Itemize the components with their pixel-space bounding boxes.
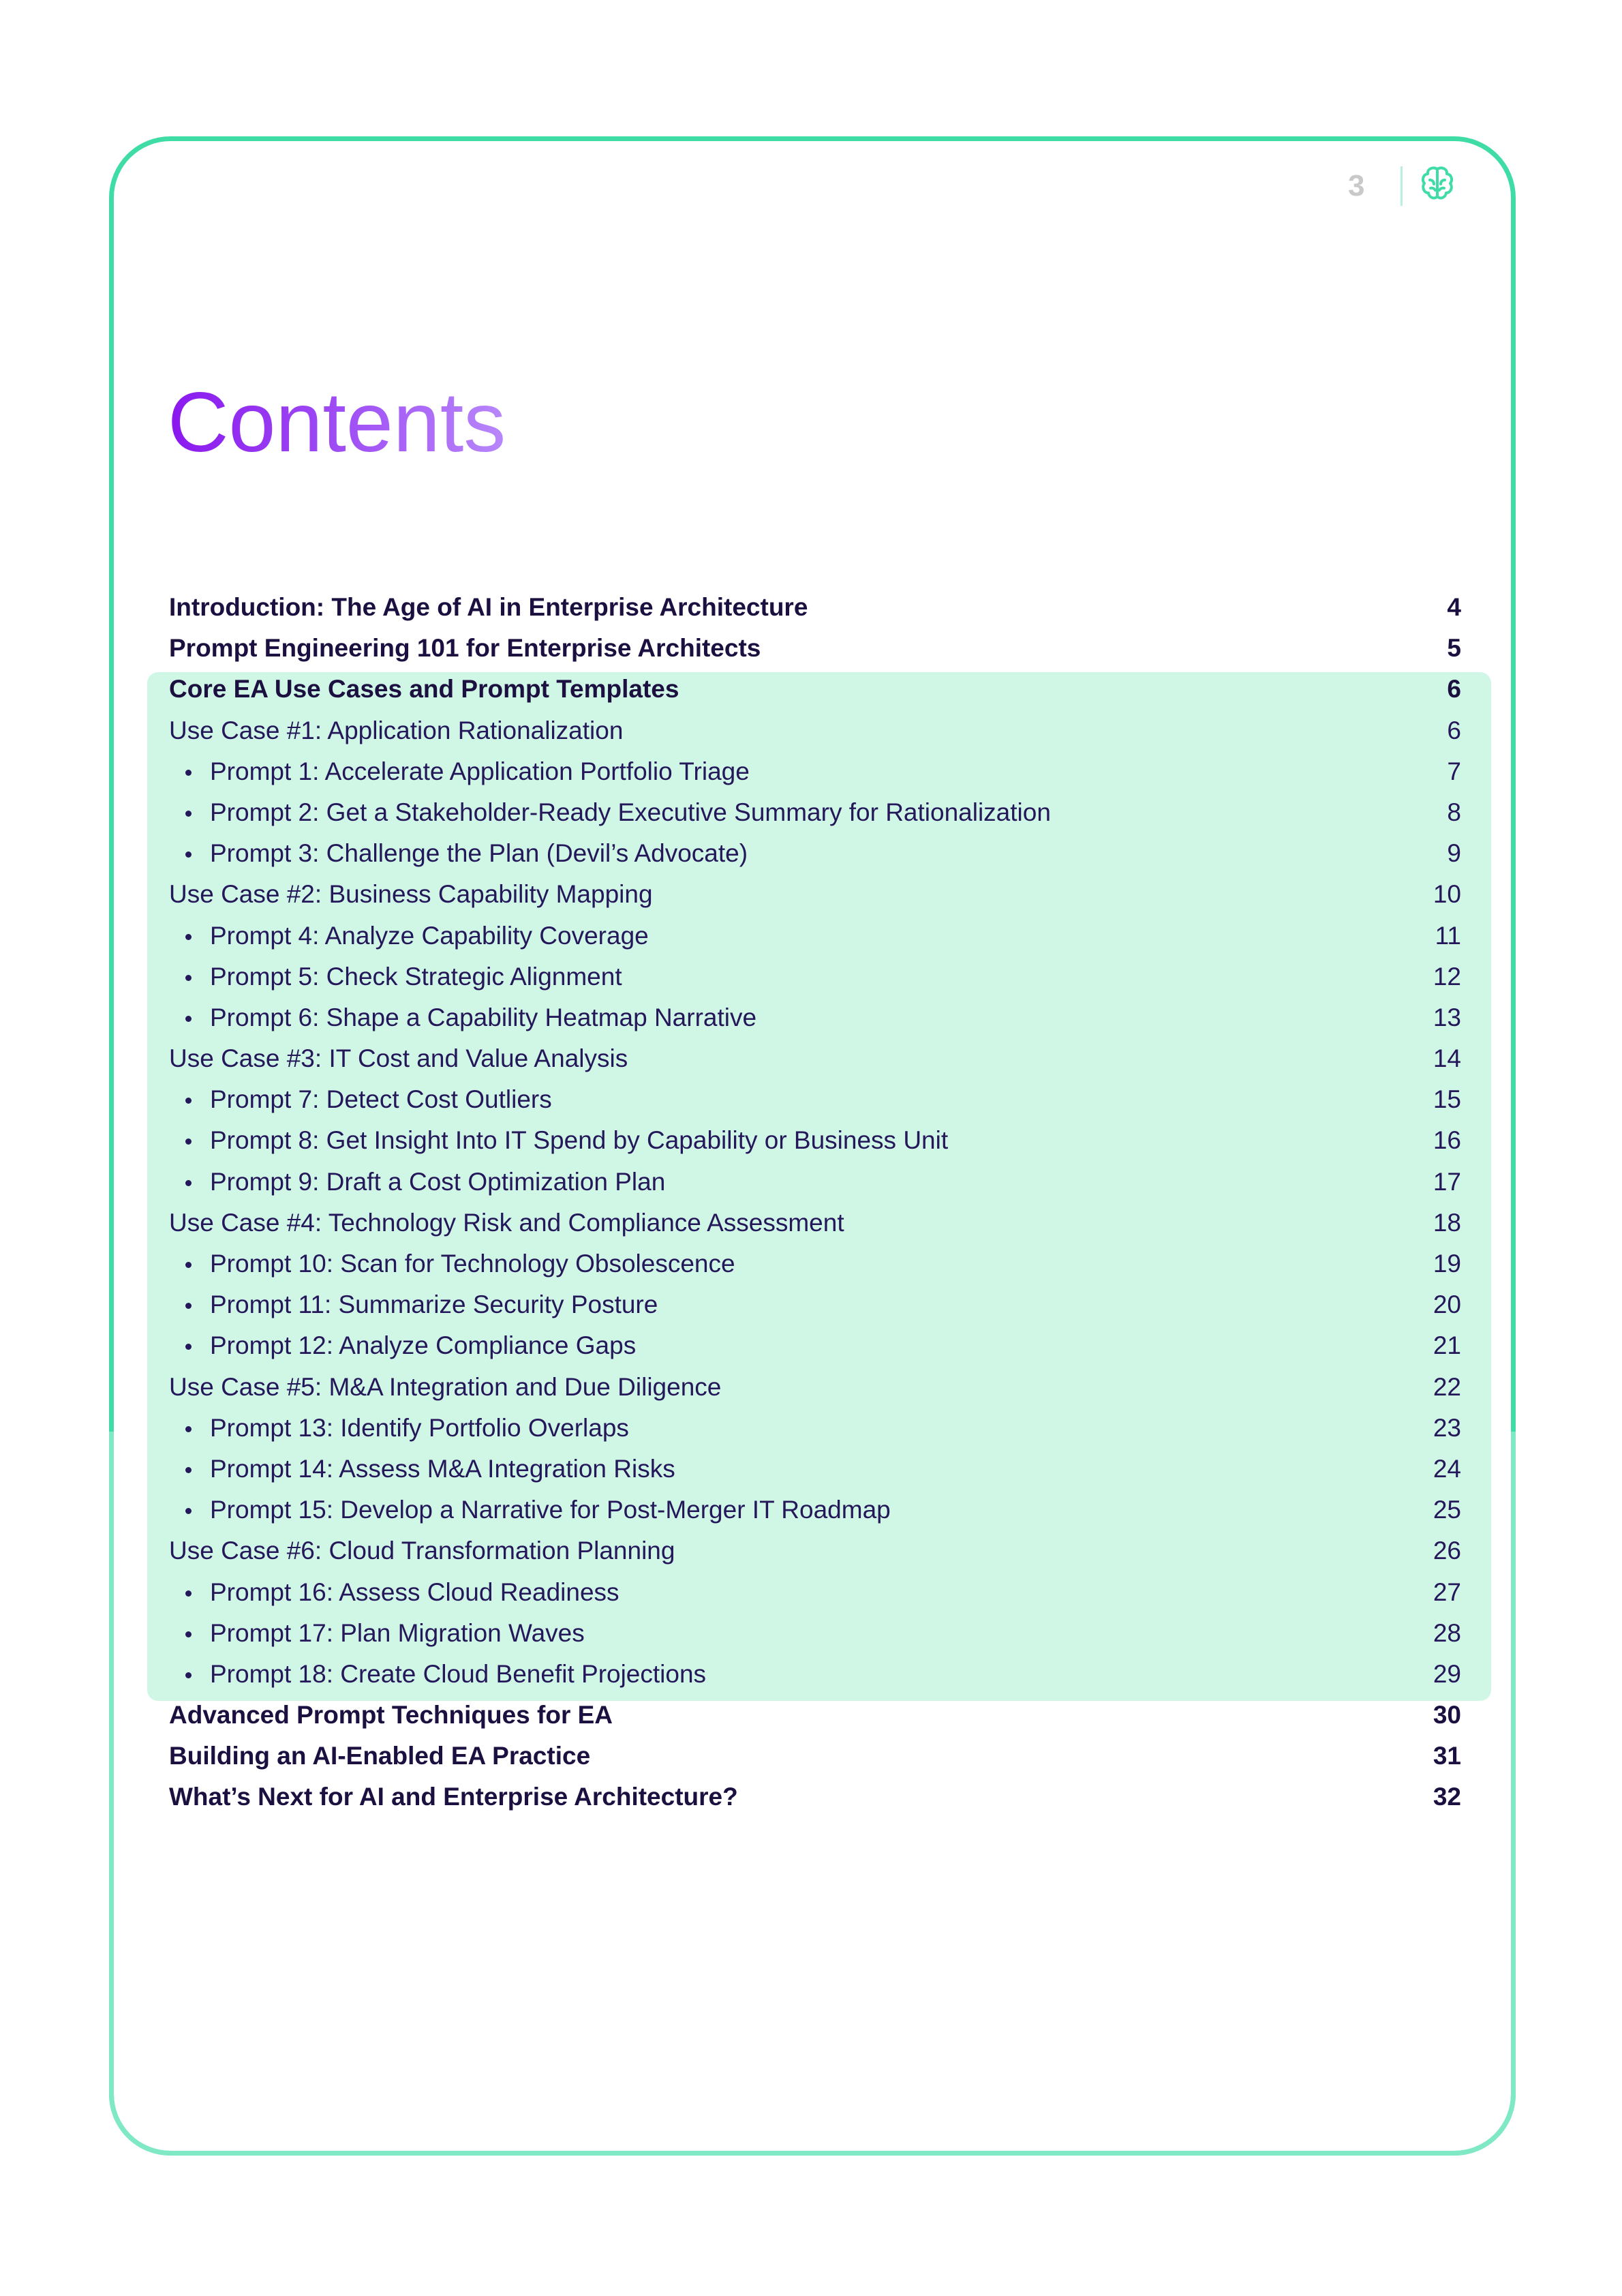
toc-entry-page: 14 (1433, 1044, 1461, 1073)
toc-entry-page: 19 (1433, 1250, 1461, 1278)
toc-prompt-entry[interactable] (169, 792, 1461, 833)
toc-entry-label: Prompt 9: Draft a Cost Optimization Plan (210, 1167, 666, 1196)
toc-entry-label: Prompt 8: Get Insight Into IT Spend by Capability or Business Unit (210, 1126, 949, 1155)
toc-entry-page: 6 (1447, 675, 1461, 704)
table-of-contents (169, 587, 1461, 1818)
toc-entry-page: 10 (1433, 880, 1461, 909)
toc-entry-label: Prompt 18: Create Cloud Benefit Projections (210, 1659, 707, 1688)
bullet-icon (185, 1631, 192, 1637)
toc-usecase-entry[interactable] (169, 1203, 1461, 1243)
toc-entry-page: 6 (1447, 716, 1461, 744)
toc-entry-page: 15 (1433, 1085, 1461, 1114)
toc-entry-page: 20 (1433, 1290, 1461, 1319)
bullet-icon (185, 1508, 192, 1514)
toc-prompt-entry[interactable] (169, 1490, 1461, 1530)
toc-prompt-entry[interactable] (169, 997, 1461, 1038)
page-title: Contents (168, 368, 506, 477)
toc-entry-label: Prompt 4: Analyze Capability Coverage (210, 921, 649, 950)
bullet-icon (185, 1262, 192, 1268)
brain-icon (1418, 164, 1457, 203)
toc-entry-label: Prompt 11: Summarize Security Posture (210, 1290, 658, 1319)
toc-usecase-entry[interactable] (169, 874, 1461, 915)
toc-entry-label: Advanced Prompt Techniques for EA (169, 1701, 613, 1729)
toc-entry-page: 11 (1435, 921, 1461, 950)
toc-entry-page: 26 (1433, 1537, 1461, 1565)
toc-entry-label: Use Case #3: IT Cost and Value Analysis (169, 1044, 628, 1073)
toc-entry-page: 12 (1433, 962, 1461, 991)
toc-entry-label: Use Case #2: Business Capability Mapping (169, 880, 653, 909)
bullet-icon (185, 1344, 192, 1350)
bullet-icon (185, 1467, 192, 1473)
toc-entry-label: Prompt 5: Check Strategic Alignment (210, 962, 622, 991)
toc-prompt-entry[interactable] (169, 1120, 1461, 1161)
toc-entry-label: Use Case #5: M&A Integration and Due Diligence (169, 1372, 722, 1401)
toc-entry-label: Prompt 12: Analyze Compliance Gaps (210, 1331, 637, 1360)
toc-prompt-entry[interactable] (169, 1284, 1461, 1325)
toc-section-entry[interactable] (169, 1777, 1461, 1817)
bullet-icon (185, 1016, 192, 1022)
toc-entry-page: 23 (1433, 1413, 1461, 1442)
toc-entry-page: 25 (1433, 1496, 1461, 1524)
toc-section-entry[interactable] (169, 628, 1461, 669)
toc-entry-page: 8 (1447, 798, 1461, 826)
toc-entry-page: 30 (1433, 1701, 1461, 1729)
bullet-icon (185, 975, 192, 981)
toc-entry-label: Prompt 14: Assess M&A Integration Risks (210, 1454, 675, 1483)
toc-entry-label: Prompt 2: Get a Stakeholder-Ready Executive Summary for Rationalization (210, 798, 1051, 826)
toc-section-entry[interactable] (169, 587, 1461, 628)
toc-usecase-entry[interactable] (169, 1038, 1461, 1079)
bullet-icon (185, 1180, 192, 1186)
toc-prompt-entry[interactable] (169, 833, 1461, 874)
toc-entry-label: Introduction: The Age of AI in Enterprise Architecture (169, 593, 808, 621)
toc-entry-label: Prompt 17: Plan Migration Waves (210, 1618, 585, 1647)
toc-usecase-entry[interactable] (169, 1530, 1461, 1571)
toc-entry-label: Prompt 15: Develop a Narrative for Post-Merger IT Roadmap (210, 1496, 891, 1524)
toc-entry-label: Prompt 3: Challenge the Plan (Devil’s Advocate) (210, 839, 748, 868)
toc-prompt-entry[interactable] (169, 1408, 1461, 1449)
toc-prompt-entry[interactable] (169, 1325, 1461, 1366)
toc-prompt-entry[interactable] (169, 1243, 1461, 1284)
toc-entry-page: 21 (1433, 1331, 1461, 1360)
toc-section-entry[interactable] (169, 1695, 1461, 1736)
toc-entry-label: Building an AI-Enabled EA Practice (169, 1742, 591, 1770)
toc-entry-page: 16 (1433, 1126, 1461, 1155)
toc-usecase-entry[interactable] (169, 1367, 1461, 1408)
toc-entry-label: Use Case #4: Technology Risk and Compliance Assessment (169, 1208, 844, 1237)
toc-entry-page: 22 (1433, 1372, 1461, 1401)
toc-entry-label: Prompt Engineering 101 for Enterprise Architects (169, 634, 761, 663)
toc-entry-page: 13 (1433, 1003, 1461, 1031)
bullet-icon (185, 1138, 192, 1145)
header-divider (1401, 166, 1403, 206)
bullet-icon (185, 1098, 192, 1104)
toc-prompt-entry[interactable] (169, 956, 1461, 997)
bullet-icon (185, 934, 192, 940)
bullet-icon (185, 770, 192, 776)
toc-entry-label: Prompt 10: Scan for Technology Obsolescence (210, 1250, 735, 1278)
toc-entry-page: 17 (1433, 1167, 1461, 1196)
toc-section-entry[interactable] (169, 669, 1461, 710)
toc-entry-label: Use Case #1: Application Rationalization (169, 716, 624, 744)
toc-entry-page: 32 (1433, 1783, 1461, 1811)
toc-prompt-entry[interactable] (169, 1572, 1461, 1613)
bullet-icon (185, 851, 192, 858)
toc-entry-page: 27 (1433, 1577, 1461, 1606)
toc-prompt-entry[interactable] (169, 1162, 1461, 1203)
toc-entry-page: 31 (1433, 1742, 1461, 1770)
toc-entry-page: 9 (1447, 839, 1461, 868)
page-number: 3 (1348, 169, 1365, 202)
bullet-icon (185, 1672, 192, 1678)
toc-prompt-entry[interactable] (169, 916, 1461, 956)
toc-entry-label: What’s Next for AI and Enterprise Architecture? (169, 1783, 738, 1811)
bullet-icon (185, 1303, 192, 1309)
toc-prompt-entry[interactable] (169, 1079, 1461, 1120)
toc-entry-label: Core EA Use Cases and Prompt Templates (169, 675, 679, 704)
toc-entry-label: Prompt 6: Shape a Capability Heatmap Narrative (210, 1003, 757, 1031)
toc-section-entry[interactable] (169, 1736, 1461, 1777)
toc-entry-page: 7 (1447, 757, 1461, 785)
toc-entry-page: 5 (1447, 634, 1461, 663)
toc-entry-page: 18 (1433, 1208, 1461, 1237)
toc-entry-page: 4 (1447, 593, 1461, 621)
toc-prompt-entry[interactable] (169, 1449, 1461, 1490)
toc-prompt-entry[interactable] (169, 751, 1461, 792)
bullet-icon (185, 1590, 192, 1597)
bullet-icon (185, 1426, 192, 1432)
bullet-icon (185, 811, 192, 817)
toc-usecase-entry[interactable] (169, 710, 1461, 751)
toc-entry-label: Prompt 7: Detect Cost Outliers (210, 1085, 552, 1114)
toc-entry-page: 28 (1433, 1618, 1461, 1647)
toc-entry-page: 29 (1433, 1659, 1461, 1688)
toc-entry-label: Prompt 16: Assess Cloud Readiness (210, 1577, 619, 1606)
toc-entry-page: 24 (1433, 1454, 1461, 1483)
toc-entry-label: Prompt 13: Identify Portfolio Overlaps (210, 1413, 629, 1442)
toc-entry-label: Prompt 1: Accelerate Application Portfolio Triage (210, 757, 750, 785)
toc-prompt-entry[interactable] (169, 1654, 1461, 1695)
toc-entry-label: Use Case #6: Cloud Transformation Planning (169, 1537, 675, 1565)
toc-prompt-entry[interactable] (169, 1613, 1461, 1654)
